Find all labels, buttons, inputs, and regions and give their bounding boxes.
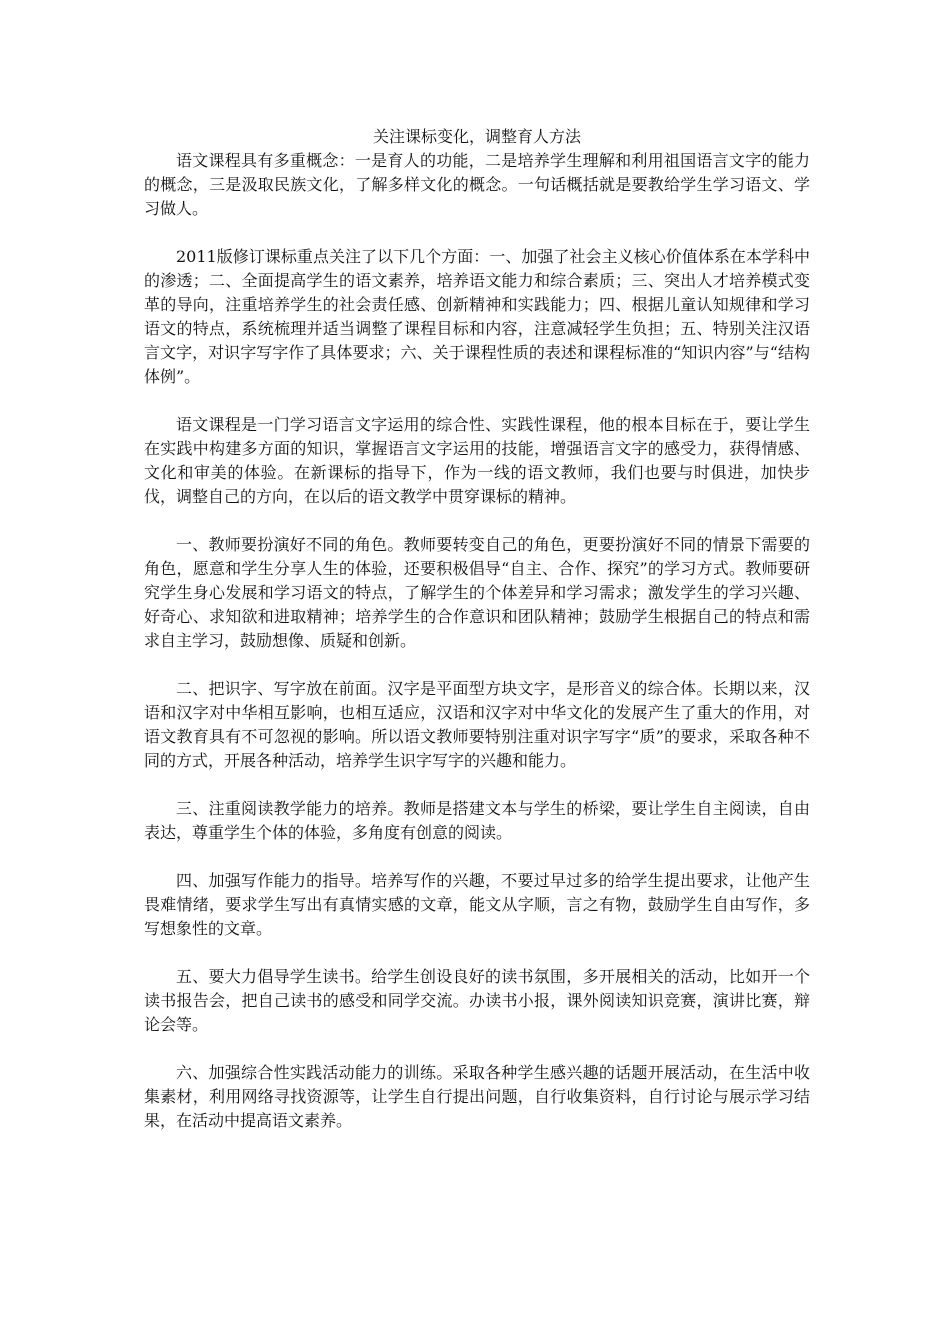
document-title: 关注课标变化，调整育人方法 xyxy=(372,127,581,146)
paragraph-course-nature: 语文课程是一门学习语言文字运用的综合性、实践性课程，他的根本目标在于，要让学生在实践中构建多方面的知识，掌握语言文字运用的技能，增强语言文字的感受力，获得情感、文化和审美的体验。在新课标的指导下，作为一线的语文教师，我们也要与时俱进，加快步伐，调整自己的方向，在以后的语文教学中贯穿课标的精神。 xyxy=(144,415,810,506)
document-page xyxy=(144,126,810,1133)
paragraph-intro: 语文课程具有多重概念：一是育人的功能，二是培养学生理解和利用祖国语言文字的能力的概念，三是汲取民族文化，了解多样文化的概念。一句话概括就是要教给学生学习语文、学习做人。 xyxy=(144,151,810,218)
paragraph-point-4-writing: 四、加强写作能力的指导。培养写作的兴趣，不要过早过多的给学生提出要求，让他产生畏难情绪，要求学生写出有真情实感的文章，能文从字顺，言之有物，鼓励学生自由写作，多写想象性的文章。 xyxy=(144,871,810,938)
paragraph-point-2-literacy: 二、把识字、写字放在前面。汉字是平面型方块文字，是形音义的综合体。长期以来，汉语和汉字对中华相互影响，也相互适应，汉语和汉字对中华文化的发展产生了重大的作用，对语文教育具有不可忽视的影响。所以语文教师要特别注重对识字写字“质”的要求，采取各种不同的方式，开展各种活动，培养学生识字写字的兴趣和能力。 xyxy=(144,679,810,770)
paragraph-point-1-teacher-roles: 一、教师要扮演好不同的角色。教师要转变自己的角色，更要扮演好不同的情景下需要的角色，愿意和学生分享人生的体验，还要积极倡导“自主、合作、探究”的学习方式。教师要研究学生身心发展和学习语文的特点，了解学生的个体差异和学习需求；激发学生的学习兴趣、好奇心、求知欲和进取精神；培养学生的合作意识和团队精神；鼓励学生根据自己的特点和需求自主学习，鼓励想像、质疑和创新。 xyxy=(144,535,810,650)
paragraph-point-3-reading: 三、注重阅读教学能力的培养。教师是搭建文本与学生的桥梁，要让学生自主阅读，自由表达，尊重学生个体的体验，多角度有创意的阅读。 xyxy=(144,799,810,842)
paragraph-2011-standards: 2011版修订课标重点关注了以下几个方面：一、加强了社会主义核心价值体系在本学科中的渗透；二、全面提高学生的语文素养，培养语文能力和综合素质；三、突出人才培养模式变革的导向，注重培养学生的社会责任感、创新精神和实践能力；四、根据儿童认知规律和学习语文的特点，系统梳理并适当调整了课程目标和内容，注意减轻学生负担；五、特别关注汉语言文字，对识字写字作了具体要求；六、关于课程性质的表述和课程标准的“知识内容”与“结构体例”。 xyxy=(144,247,810,386)
paragraph-point-5-book-reading: 五、要大力倡导学生读书。给学生创设良好的读书氛围，多开展相关的活动，比如开一个读书报告会，把自己读书的感受和同学交流。办读书小报，课外阅读知识竞赛，演讲比赛，辩论会等。 xyxy=(144,967,810,1034)
paragraph-point-6-practice: 六、加强综合性实践活动能力的训练。采取各种学生感兴趣的话题开展活动，在生活中收集素材，利用网络寻找资源等，让学生自行提出问题，自行收集资料，自行讨论与展示学习结果，在活动中提高语文素养。 xyxy=(144,1063,810,1130)
